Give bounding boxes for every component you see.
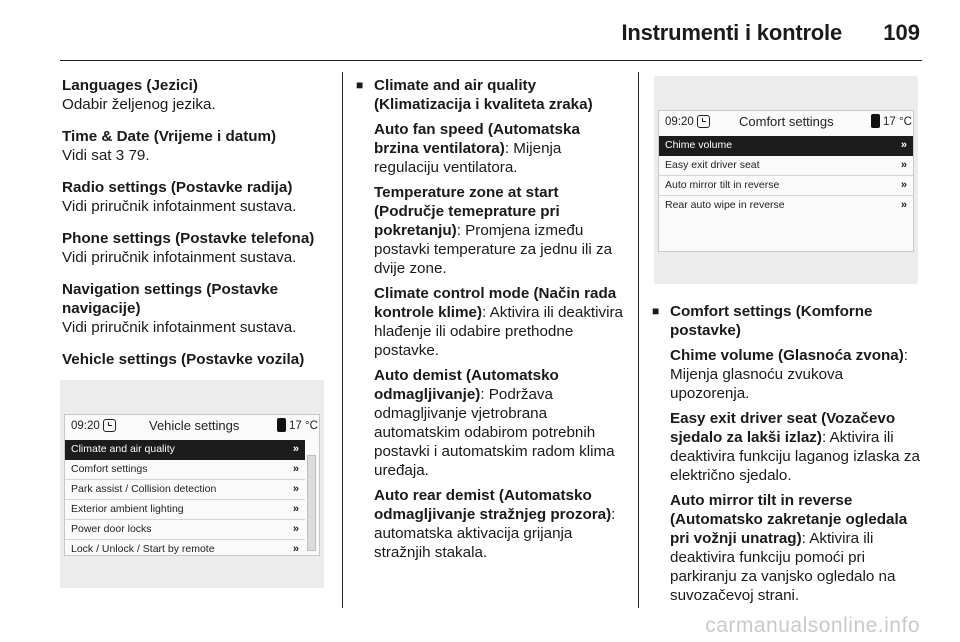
page-header [0,0,960,60]
entry-body: Vidi priručnik infotainment sustava. [62,319,297,336]
item-body: : Podržava odmagljivanje vjetrobrana automatskim odabirom potrebnih postavki i automatskim radom klima uređaja. [374,386,615,479]
menu-list [659,136,913,215]
chevron-right-icon: » [292,483,299,495]
chevron-right-icon: » [292,523,299,535]
list-item [374,120,628,177]
entry-body [62,146,330,165]
display-status-bar [659,111,913,133]
thermometer-icon [277,418,286,432]
column-1 [62,76,330,382]
outside-temperature: 17 °C [289,420,318,432]
item-title: Auto rear demist (Automatsko odmagljivanje stražnjeg prozora) [374,487,612,523]
page-reference-link[interactable]: 79. [128,147,150,164]
chevron-right-icon: » [900,139,907,151]
column-divider-2 [638,72,639,608]
chevron-right-icon: » [292,503,299,515]
menu-item-park-assist[interactable] [65,480,305,500]
section-comfort [652,302,924,605]
entry-time-date [62,127,330,165]
list-item [374,366,628,480]
entry-body-text: Vidi sat [62,147,112,164]
watermark: carmanualsonline.info [705,614,920,637]
entry-title: Navigation settings (Postavke navigacije) [62,281,279,317]
chevron-right-icon: » [292,543,299,555]
entry-phone-settings [62,229,330,267]
chevron-right-icon: » [900,179,907,191]
section-heading: Comfort settings (Komforne postavke) [670,303,873,339]
clock-icon [697,115,710,128]
menu-item-label: Climate and air quality [71,443,175,455]
menu-item-comfort[interactable] [65,460,305,480]
item-body: : Mijenja regulaciju ventilatora. [374,140,562,176]
menu-item-chime-volume[interactable] [659,136,913,156]
bullet-icon: ■ [356,78,364,92]
entry-radio-settings [62,178,330,216]
menu-item-label: Rear auto wipe in reverse [665,199,785,211]
menu-item-label: Exterior ambient lighting [71,503,184,515]
chevron-right-icon: » [900,159,907,171]
section-climate [356,76,628,562]
thermometer-icon [871,114,880,128]
clock-time: 09:20 [665,116,694,128]
section-heading: Climate and air quality (Klimatizacija i kvaliteta zraka) [374,77,593,113]
menu-item-ambient-lighting[interactable] [65,500,305,520]
menu-item-door-locks[interactable] [65,520,305,540]
chevron-right-icon: » [900,199,907,211]
outside-temperature: 17 °C [883,116,912,128]
item-body: : Aktivira ili deaktivira funkciju laganog izlaska za električno sjedalo. [670,429,920,484]
display-panel [64,414,320,556]
item-body: : Mijenja glasnoću zvukova upozorenja. [670,347,909,402]
item-title: Auto fan speed (Automatska brzina ventilatora) [374,121,580,157]
display-title: Vehicle settings [149,418,240,433]
item-body: : Aktivira ili deaktivira funkciju pomoći pri parkiranju za vanjsko ogledalo na suvozačevoj strani. [670,530,896,604]
list-item [670,346,924,403]
entry-vehicle-settings [62,350,330,369]
entry-title: Phone settings (Postavke telefona) [62,230,315,247]
entry-body: Odabir željenog jezika. [62,96,216,113]
menu-item-label: Park assist / Collision detection [71,483,217,495]
bullet-icon: ■ [652,304,660,318]
clock-time: 09:20 [71,420,100,432]
menu-item-easy-exit[interactable] [659,156,913,176]
clock-icon [103,419,116,432]
menu-item-label: Lock / Unlock / Start by remote [71,543,215,555]
entry-languages [62,76,330,114]
entry-title: Time & Date (Vrijeme i datum) [62,128,277,145]
page-number: 109 [883,20,920,45]
menu-item-label: Auto mirror tilt in reverse [665,179,780,191]
chevron-right-icon: » [292,443,299,455]
menu-item-label: Chime volume [665,139,733,151]
list-item [374,183,628,278]
entry-body: Vidi priručnik infotainment sustava. [62,198,297,215]
chevron-right-icon: » [292,463,299,475]
menu-item-label: Comfort settings [71,463,148,475]
display-panel [658,110,914,252]
column-divider-1 [342,72,343,608]
menu-list [65,440,305,559]
menu-item-rear-wipe[interactable] [659,196,913,215]
menu-item-remote-start[interactable] [65,540,305,559]
item-title: Chime volume (Glasnoća zvona) [670,347,904,364]
item-body: : automatska aktivacija grijanja stražnjih stakala. [374,506,616,561]
column-3 [652,302,924,611]
menu-item-mirror-tilt[interactable] [659,176,913,196]
item-body: : Promjena između postavki temperature za jednu ili za dvije zone. [374,222,613,277]
scrollbar[interactable] [307,455,316,551]
header-divider [60,60,922,61]
column-2 [356,76,628,568]
list-item [670,491,924,605]
menu-item-climate[interactable] [65,440,305,460]
entry-navigation-settings [62,280,330,337]
entry-title: Radio settings (Postavke radija) [62,179,293,196]
list-item [374,486,628,562]
display-status-bar [65,415,319,437]
page-reference-arrow-icon: 3 [115,147,125,164]
menu-item-label: Easy exit driver seat [665,159,760,171]
item-title: Auto demist (Automatsko odmagljivanje) [374,367,559,403]
comfort-settings-screen [654,76,918,284]
item-title: Climate control mode (Način rada kontrole klime) [374,285,617,321]
display-title: Comfort settings [739,114,834,129]
list-item [670,409,924,485]
item-body: : Aktivira ili deaktivira hlađenje ili odabire prethodne postavke. [374,304,623,359]
item-title: Auto mirror tilt in reverse (Automatsko zakretanje ogledala pri vožnji unatrag) [670,492,908,547]
item-title: Temperature zone at start (Područje temeprature pri pokretanju) [374,184,560,239]
vehicle-settings-screen [60,380,324,588]
entry-body: Vidi priručnik infotainment sustava. [62,249,297,266]
item-title: Easy exit driver seat (Vozačevo sjedalo za lakši izlaz) [670,410,896,446]
entry-title: Languages (Jezici) [62,77,198,94]
list-item [374,284,628,360]
entry-title: Vehicle settings (Postavke vozila) [62,351,305,368]
page-title: Instrumenti i kontrole [621,20,842,45]
menu-item-label: Power door locks [71,523,152,535]
